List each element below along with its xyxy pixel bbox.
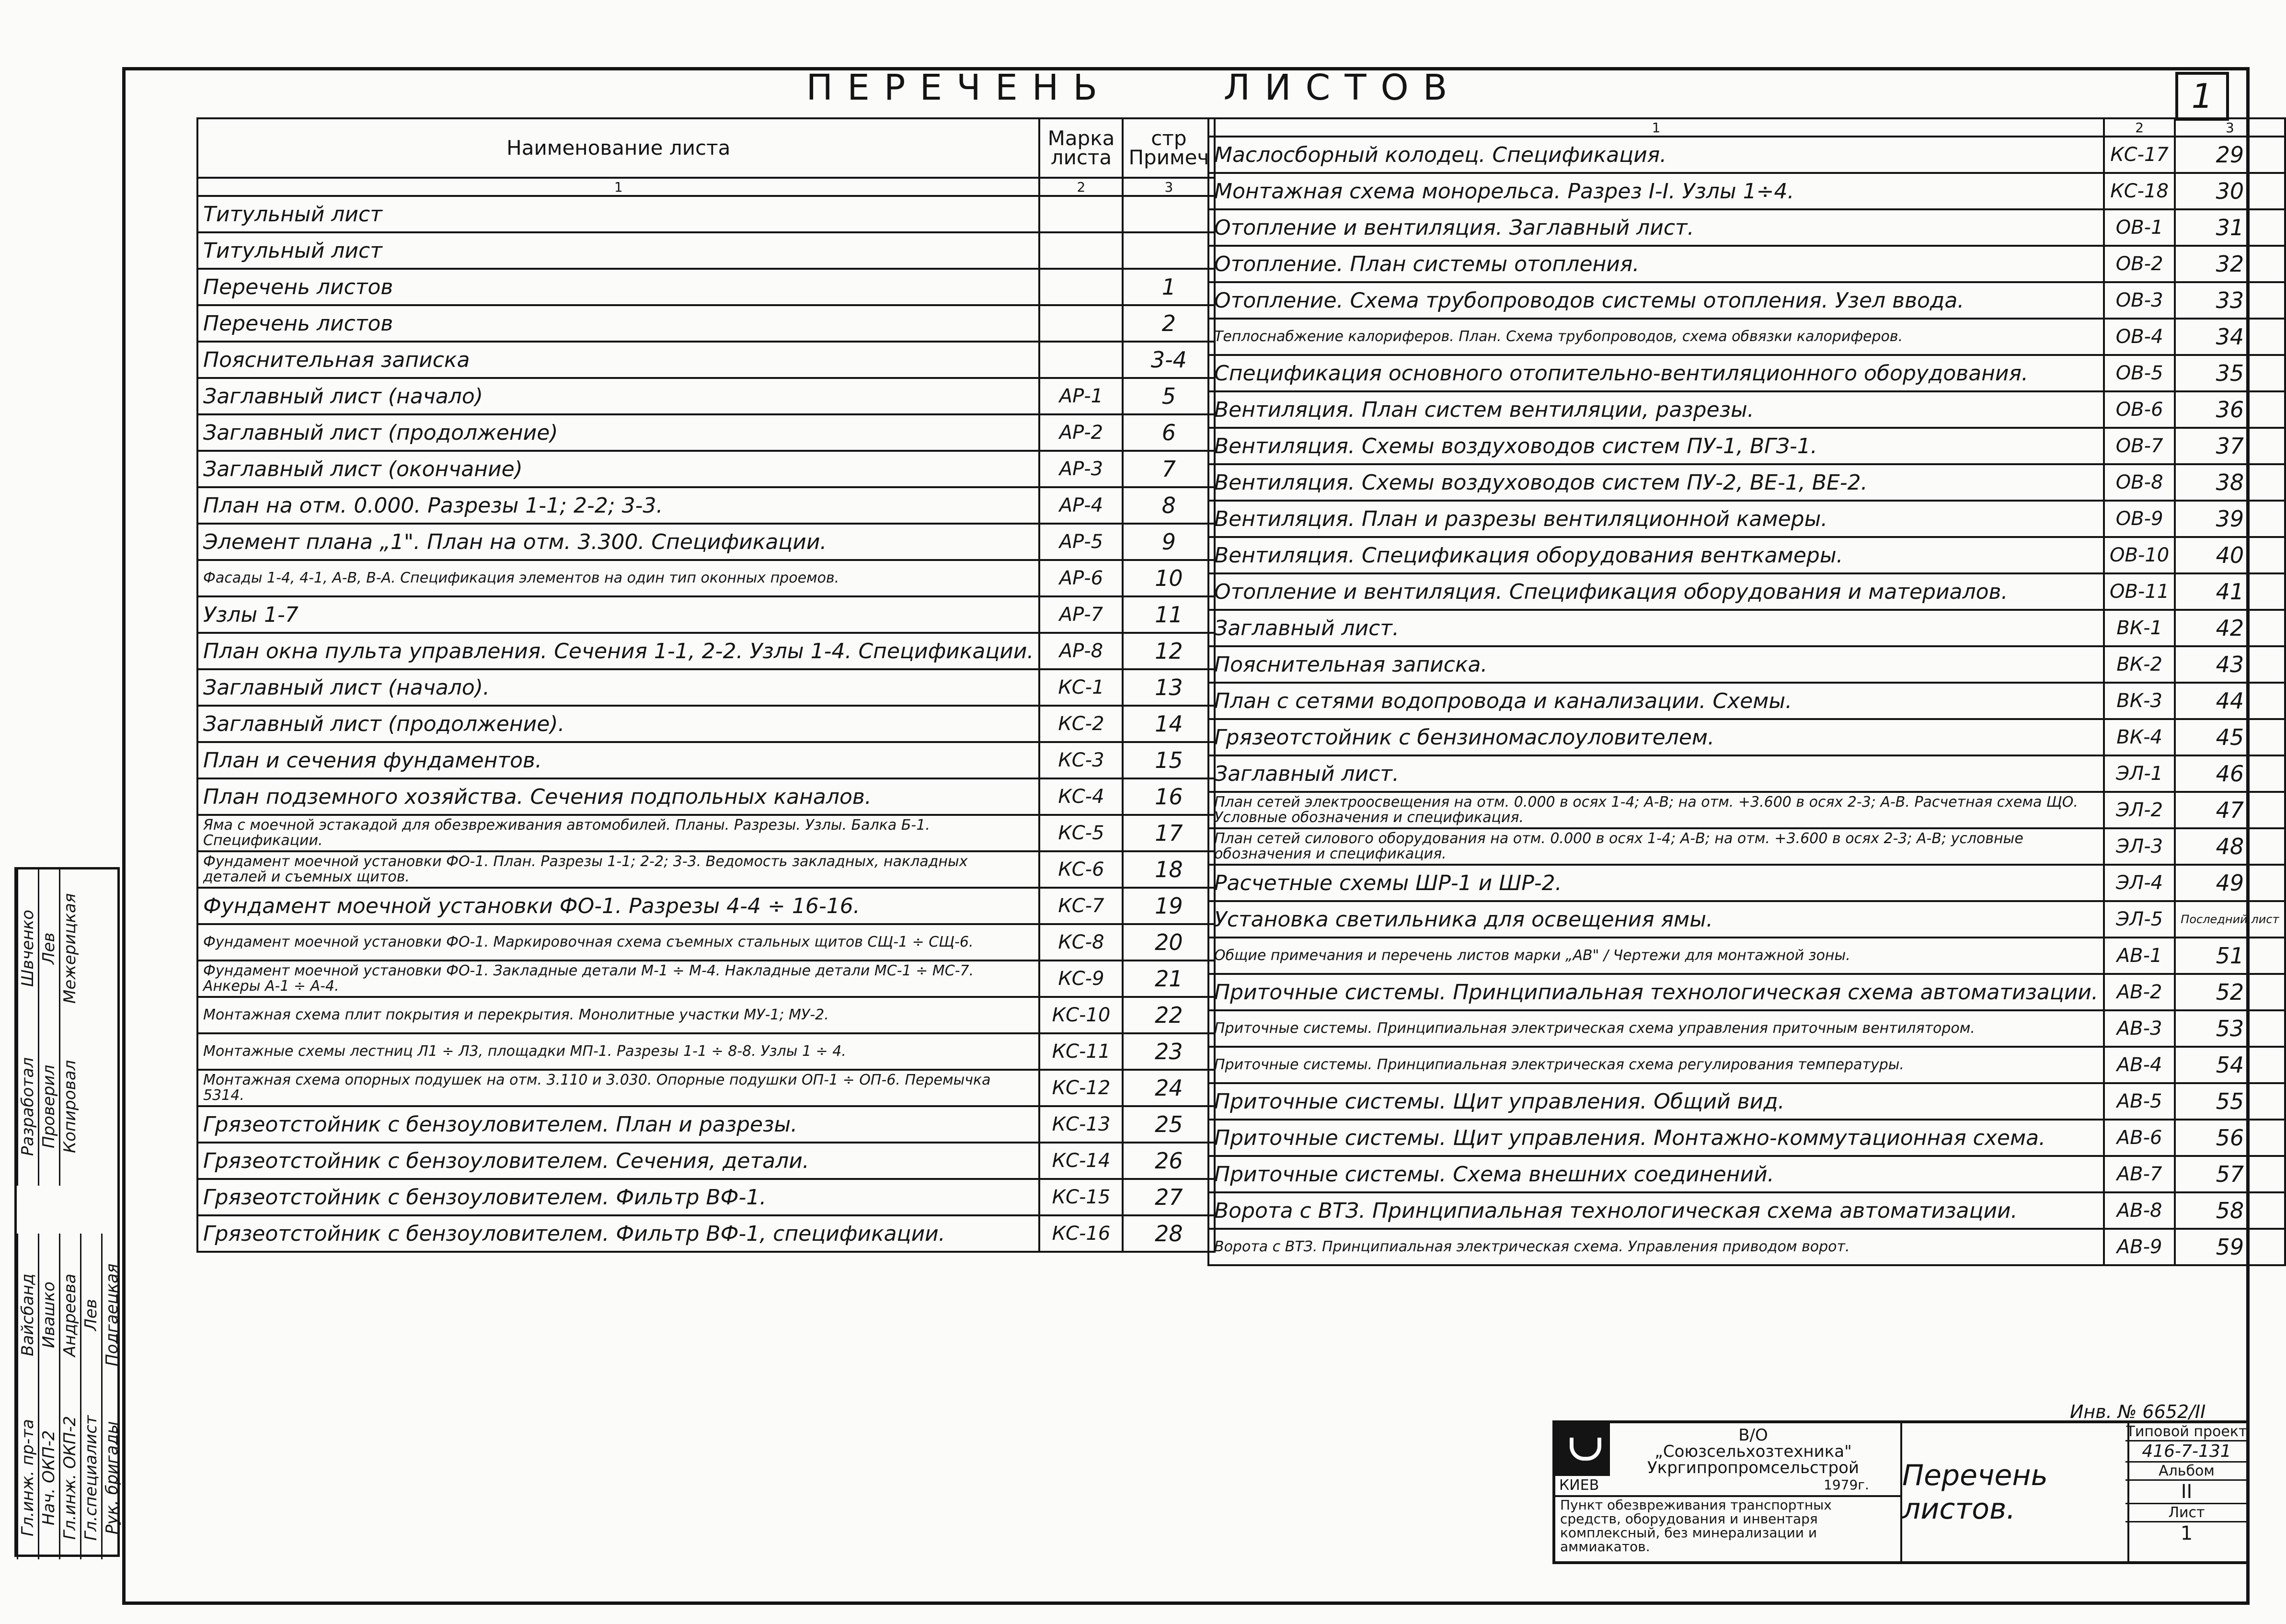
header-code: Марка листа (1039, 118, 1123, 178)
sheet-page: 46 (2175, 755, 2285, 792)
sheet-name: Монтажная схема монорельса. Разрез I-I. Узлы 1÷4. (1208, 173, 2104, 209)
sheet-code: ВК-3 (2104, 683, 2175, 719)
sheet-page: 34 (2175, 319, 2285, 355)
table-row (1208, 1192, 2285, 1229)
sheet-page: 35 (2175, 355, 2285, 391)
signature-person: Вайсбанд (17, 1234, 40, 1396)
sheet-page: 17 (1123, 815, 1215, 851)
sheet-name: Пояснительная записка (197, 342, 1039, 378)
signature-role: Нач. ОКП-2 (38, 1396, 61, 1559)
signature-person: Лев (80, 1234, 103, 1396)
sheet-code: ЭЛ-5 (2104, 901, 2175, 938)
sheet-page: 2 (1123, 305, 1215, 342)
sheet-code: КС-6 (1039, 851, 1123, 888)
sheet-code: АВ-9 (2104, 1229, 2175, 1265)
album-value: II (2125, 1481, 2248, 1504)
sheet-page: 8 (1123, 487, 1215, 524)
sheet-code: КС-9 (1039, 961, 1123, 997)
sheet-page: 54 (2175, 1047, 2285, 1083)
table-row (1208, 792, 2285, 828)
sheet-name: План и сечения фундаментов. (197, 742, 1039, 778)
column-number-row (1208, 118, 2285, 137)
col-number: 3 (1123, 178, 1215, 196)
signature-person: Подгаецкая (101, 1234, 124, 1396)
sheet-name: Фундамент моечной установки ФО-1. План. Разрезы 1-1; 2-2; 3-3. Ведомость закладных, накладных деталей и съемных щитов. (197, 851, 1039, 888)
sheet-code: ЭЛ-2 (2104, 792, 2175, 828)
sheet-page: 30 (2175, 173, 2285, 209)
sheet-page: 45 (2175, 719, 2285, 755)
table-row (1208, 391, 2285, 428)
sheet-name: Заглавный лист (начало) (197, 378, 1039, 414)
sheet-page: 59 (2175, 1229, 2285, 1265)
title-word-1: ПЕРЕЧЕНЬ (806, 67, 1112, 108)
sheet-name: Заглавный лист (окончание) (197, 451, 1039, 487)
sheet-code (1039, 269, 1123, 305)
sheet-name: План сетей электроосвещения на отм. 0.000 в осях 1-4; А-В; на отм. +3.600 в осях 2-3; А-В. Расчетная схема ЩО. Условные обозначения и спецификация. (1208, 792, 2104, 828)
table-row (1208, 282, 2285, 319)
sheet-page: 1 (1123, 269, 1215, 305)
sheet-name: Приточные системы. Принципиальная электрическая схема управления приточным вентилятором. (1208, 1010, 2104, 1047)
signature-role: Проверил (38, 1028, 61, 1186)
table-row (1208, 828, 2285, 865)
table-row (1208, 537, 2285, 573)
signature-person: Андреева (59, 1234, 82, 1396)
title-block-stamp (1552, 1420, 2250, 1564)
stamp-city: КИЕВ (1559, 1477, 1599, 1494)
sheet-page: 33 (2175, 282, 2285, 319)
sheet-number-box: 1 (2175, 72, 2229, 121)
signature-person: Лев (38, 869, 61, 1028)
sheet-value: 1 (2180, 1522, 2193, 1544)
sheet-page: 52 (2175, 974, 2285, 1010)
sheet-code: ОВ-5 (2104, 355, 2175, 391)
table-row (1208, 865, 2285, 901)
table-row (197, 997, 1215, 1033)
sheet-name: Заглавный лист (продолжение). (197, 706, 1039, 742)
sheet-name: Расчетные схемы ШР-1 и ШР-2. (1208, 865, 2104, 901)
signature-role: Гл.инж. пр-та (17, 1396, 40, 1559)
column-number-row (197, 178, 1215, 196)
sheet-code: ЭЛ-1 (2104, 755, 2175, 792)
signature-role: Гл.инж. ОКП-2 (59, 1396, 82, 1559)
sheet-name: Установка светильника для освещения ямы. (1208, 901, 2104, 938)
sheet-page: 22 (1123, 997, 1215, 1033)
sheet-page: 32 (2175, 246, 2285, 282)
sheet-name: Грязеотстойник с бензоуловителем. Сечения, детали. (197, 1143, 1039, 1179)
sheet-name: Пояснительная записка. (1208, 646, 2104, 683)
sheet-name: Ворота с ВТЗ. Принципиальная технологическая схема автоматизации. (1208, 1192, 2104, 1229)
organization-name (1612, 1427, 1895, 1476)
sheet-name: Приточные системы. Щит управления. Монтажно-коммутационная схема. (1208, 1120, 2104, 1156)
sheet-code: ОВ-9 (2104, 501, 2175, 537)
sheet-page: Последний лист (2175, 901, 2285, 938)
sheet-page: 49 (2175, 865, 2285, 901)
signature-person: Ивашко (38, 1234, 61, 1396)
table-row (197, 961, 1215, 997)
sheet-page: 56 (2175, 1120, 2285, 1156)
sheet-page (1123, 232, 1215, 269)
sheet-name: Перечень листов (197, 305, 1039, 342)
sheet-page: 41 (2175, 573, 2285, 610)
table-row (1208, 1010, 2285, 1047)
sheet-name: План с сетями водопровода и канализации. Схемы. (1208, 683, 2104, 719)
sheet-name: Грязеотстойник с бензоуловителем. Фильтр ВФ-1. (197, 1179, 1039, 1215)
table-row (1208, 355, 2285, 391)
sheet-name: Заглавный лист. (1208, 755, 2104, 792)
header-page: стр Примеч (1123, 118, 1215, 178)
sheet-code: КС-8 (1039, 924, 1123, 961)
sheet-page: 37 (2175, 428, 2285, 464)
project-label: Типовой проект (2125, 1423, 2248, 1441)
right-sheet-list-table (1207, 117, 2286, 1266)
table-row (1208, 137, 2285, 173)
sheet-code: ОВ-7 (2104, 428, 2175, 464)
sheet-name: Маслосборный колодец. Спецификация. (1208, 137, 2104, 173)
signature-role: Разработал (17, 1028, 40, 1186)
sheet-code: ВК-2 (2104, 646, 2175, 683)
sheet-code: ОВ-8 (2104, 464, 2175, 501)
sheet-name: Заглавный лист (продолжение) (197, 414, 1039, 451)
sheet-page: 10 (1123, 560, 1215, 596)
table-row (197, 778, 1215, 815)
sheet-name: План сетей силового оборудования на отм. 0.000 в осях 1-4; А-В; на отм. +3.600 в осях 2-3; А-В; условные обозначения и спецификация. (1208, 828, 2104, 865)
table-row (1208, 610, 2285, 646)
sheet-name: Заглавный лист (начало). (197, 669, 1039, 706)
table-row (1208, 319, 2285, 355)
signature-strip (14, 867, 120, 1557)
sheet-name: Яма с моечной эстакадой для обезвреживания автомобилей. Планы. Разрезы. Узлы. Балка Б-1. Спецификации. (197, 815, 1039, 851)
sheet-page: 20 (1123, 924, 1215, 961)
table-row (197, 487, 1215, 524)
sheet-page: 40 (2175, 537, 2285, 573)
sheet-name: Общие примечания и перечень листов марки „АВ" / Чертежи для монтажной зоны. (1208, 938, 2104, 974)
table-row (197, 1143, 1215, 1179)
sheet-page: 53 (2175, 1010, 2285, 1047)
sheet-name: План подземного хозяйства. Сечения подпольных каналов. (197, 778, 1039, 815)
sheet-code: АР-1 (1039, 378, 1123, 414)
sheet-code: КС-5 (1039, 815, 1123, 851)
sheet-page: 55 (2175, 1083, 2285, 1120)
sheet-name: Перечень листов (197, 269, 1039, 305)
table-row (1208, 646, 2285, 683)
sheet-code: ОВ-3 (2104, 282, 2175, 319)
sheet-code: КС-4 (1039, 778, 1123, 815)
project-info (2125, 1423, 2248, 1561)
sheet-code (1039, 305, 1123, 342)
sheet-code: АВ-6 (2104, 1120, 2175, 1156)
table-row (197, 888, 1215, 924)
sheet-code: АР-3 (1039, 451, 1123, 487)
sheet-page: 44 (2175, 683, 2285, 719)
table-row (197, 305, 1215, 342)
table-row (197, 924, 1215, 961)
sheet-code: АВ-3 (2104, 1010, 2175, 1047)
sheet-page: 21 (1123, 961, 1215, 997)
sheet-name: Ворота с ВТЗ. Принципиальная электрическая схема. Управления приводом ворот. (1208, 1229, 2104, 1265)
table-row (197, 815, 1215, 851)
col-number: 2 (2104, 118, 2175, 137)
stamp-year: 1979г. (1824, 1477, 1869, 1493)
sheet-code: ВК-4 (2104, 719, 2175, 755)
sheet-name: Фундамент моечной установки ФО-1. Маркировочная схема съемных стальных щитов СЩ-1 ÷ СЩ-6. (197, 924, 1039, 961)
sheet-name: Вентиляция. Схемы воздуховодов систем ПУ-2, ВЕ-1, ВЕ-2. (1208, 464, 2104, 501)
sheet-page: 57 (2175, 1156, 2285, 1192)
sheet-page: 58 (2175, 1192, 2285, 1229)
table-row (1208, 1156, 2285, 1192)
table-row (197, 451, 1215, 487)
sheet-code: КС-3 (1039, 742, 1123, 778)
table-row (1208, 1120, 2285, 1156)
sheet-page: 5 (1123, 378, 1215, 414)
table-row (197, 560, 1215, 596)
sheet-code: ОВ-10 (2104, 537, 2175, 573)
sheet-page (1123, 196, 1215, 232)
sheet-page: 28 (1123, 1215, 1215, 1252)
sheet-code: АР-7 (1039, 596, 1123, 633)
sheet-page: 42 (2175, 610, 2285, 646)
sheet-page: 11 (1123, 596, 1215, 633)
table-row (197, 196, 1215, 232)
sheet-name: Отопление и вентиляция. Спецификация оборудования и материалов. (1208, 573, 2104, 610)
page-title (0, 67, 2268, 108)
sheet-code: АР-5 (1039, 524, 1123, 560)
sheet-code: АВ-2 (2104, 974, 2175, 1010)
signature-role: Рук. бригады (101, 1396, 124, 1559)
table-row (197, 1070, 1215, 1106)
table-row (1208, 974, 2285, 1010)
sheet-name: Монтажные схемы лестниц Л1 ÷ Л3, площадки МП-1. Разрезы 1-1 ÷ 8-8. Узлы 1 ÷ 4. (197, 1033, 1039, 1070)
sheet-code: ВК-1 (2104, 610, 2175, 646)
sheet-code: АР-2 (1039, 414, 1123, 451)
sheet-code: ОВ-6 (2104, 391, 2175, 428)
sheet-name: Приточные системы. Щит управления. Общий вид. (1208, 1083, 2104, 1120)
table-row (1208, 573, 2285, 610)
organization-logo-icon (1555, 1423, 1610, 1476)
sheet-code: КС-2 (1039, 706, 1123, 742)
sheet-code: ЭЛ-3 (2104, 828, 2175, 865)
sheet-page: 23 (1123, 1033, 1215, 1070)
sheet-code: АВ-7 (2104, 1156, 2175, 1192)
table-row (197, 414, 1215, 451)
table-row (1208, 173, 2285, 209)
sheet-page: 13 (1123, 669, 1215, 706)
signature-role: Копировал (59, 1028, 82, 1186)
sheet-name: Грязеотстойник с бензоуловителем. Фильтр ВФ-1, спецификации. (197, 1215, 1039, 1252)
sheet-name: Узлы 1-7 (197, 596, 1039, 633)
sheet-page: 38 (2175, 464, 2285, 501)
sheet-page: 15 (1123, 742, 1215, 778)
sheet-name: Приточные системы. Принципиальная электрическая схема регулирования температуры. (1208, 1047, 2104, 1083)
sheet-code: КС-18 (2104, 173, 2175, 209)
col-number: 1 (197, 178, 1039, 196)
signature-person: Межерицкая (59, 869, 82, 1028)
table-row (1208, 901, 2285, 938)
col-number: 3 (2175, 118, 2285, 137)
table-row (1208, 683, 2285, 719)
stamp-sheet-title: Перечень листов. (1900, 1423, 2129, 1561)
table-row (1208, 1083, 2285, 1120)
table-row (197, 1215, 1215, 1252)
sheet-page: 27 (1123, 1179, 1215, 1215)
sheet-code: КС-10 (1039, 997, 1123, 1033)
table-row (197, 706, 1215, 742)
sheet-name: Приточные системы. Принципиальная технологическая схема автоматизации. (1208, 974, 2104, 1010)
table-row (197, 342, 1215, 378)
sheet-name: Титульный лист (197, 232, 1039, 269)
sheet-name: Вентиляция. План и разрезы вентиляционной камеры. (1208, 501, 2104, 537)
sheet-page: 29 (2175, 137, 2285, 173)
left-sheet-list-table (196, 117, 1216, 1253)
table-row (1208, 1229, 2285, 1265)
sheet-page: 31 (2175, 209, 2285, 246)
inventory-number: Инв. № 6652/II (2070, 1401, 2206, 1422)
col-number: 2 (1039, 178, 1123, 196)
sheet-code: АВ-8 (2104, 1192, 2175, 1229)
table-row (1208, 938, 2285, 974)
sheet-code (1039, 342, 1123, 378)
sheet-page: 47 (2175, 792, 2285, 828)
sheet-page: 26 (1123, 1143, 1215, 1179)
sheet-page: 25 (1123, 1106, 1215, 1143)
sheet-code: АР-6 (1039, 560, 1123, 596)
table-row (197, 269, 1215, 305)
sheet-name: Грязеотстойник с бензиномаслоуловителем. (1208, 719, 2104, 755)
table-row (1208, 755, 2285, 792)
table-row (1208, 719, 2285, 755)
table-row (197, 1033, 1215, 1070)
sheet-name: План окна пульта управления. Сечения 1-1, 2-2. Узлы 1-4. Спецификации. (197, 633, 1039, 669)
sheet-code: АВ-1 (2104, 938, 2175, 974)
sheet-name: Отопление. План системы отопления. (1208, 246, 2104, 282)
sheet-label: Лист (2125, 1504, 2248, 1522)
sheet-page: 51 (2175, 938, 2285, 974)
org-line: В/О (1738, 1426, 1768, 1445)
sheet-code: КС-11 (1039, 1033, 1123, 1070)
sheet-name: Вентиляция. Спецификация оборудования венткамеры. (1208, 537, 2104, 573)
album-label: Альбом (2125, 1463, 2248, 1481)
sheet-code: КС-16 (1039, 1215, 1123, 1252)
header-name: Наименование листа (197, 118, 1039, 178)
sheet-name: Элемент плана „1". План на отм. 3.300. Спецификации. (197, 524, 1039, 560)
org-line: Укргипропромсельстрой (1647, 1458, 1860, 1477)
project-description: Пункт обезвреживания транспортных средств, оборудования и инвентаря комплексный, без минерализации и аммиакатов. (1555, 1495, 1900, 1565)
table-row (1208, 464, 2285, 501)
table-row (1208, 209, 2285, 246)
sheet-code: КС-14 (1039, 1143, 1123, 1179)
table-row (197, 633, 1215, 669)
sheet-code (1039, 196, 1123, 232)
table-header-row (197, 118, 1215, 178)
sheet-code: КС-1 (1039, 669, 1123, 706)
sheet-name: Фундамент моечной установки ФО-1. Закладные детали М-1 ÷ М-4. Накладные детали МС-1 ÷ МС-7. Анкеры А-1 ÷ А-4. (197, 961, 1039, 997)
table-row (197, 1179, 1215, 1215)
sheet-name: Заглавный лист. (1208, 610, 2104, 646)
sheet-page: 14 (1123, 706, 1215, 742)
sheet-page: 12 (1123, 633, 1215, 669)
col-number: 1 (1208, 118, 2104, 137)
sheet-name: Отопление. Схема трубопроводов системы отопления. Узел ввода. (1208, 282, 2104, 319)
sheet-name: Фундамент моечной установки ФО-1. Разрезы 4-4 ÷ 16-16. (197, 888, 1039, 924)
table-row (197, 596, 1215, 633)
sheet-code: ОВ-4 (2104, 319, 2175, 355)
sheet-name: Вентиляция. Схемы воздуховодов систем ПУ-1, ВГЗ-1. (1208, 428, 2104, 464)
sheet-name: Вентиляция. План систем вентиляции, разрезы. (1208, 391, 2104, 428)
sheet-code: КС-15 (1039, 1179, 1123, 1215)
table-row (1208, 1047, 2285, 1083)
sheet-page: 39 (2175, 501, 2285, 537)
project-code: 416-7-131 (2125, 1441, 2248, 1463)
sheet-page: 43 (2175, 646, 2285, 683)
table-row (197, 669, 1215, 706)
table-row (197, 851, 1215, 888)
table-row (197, 524, 1215, 560)
sheet-name: Титульный лист (197, 196, 1039, 232)
sheet-page: 19 (1123, 888, 1215, 924)
sheet-page: 24 (1123, 1070, 1215, 1106)
sheet-code: КС-7 (1039, 888, 1123, 924)
sheet-page: 9 (1123, 524, 1215, 560)
sheet-page: 3-4 (1123, 342, 1215, 378)
table-row (197, 1106, 1215, 1143)
org-line: „Союзсельхозтехника" (1654, 1442, 1852, 1461)
title-word-2: ЛИСТОВ (1223, 67, 1462, 108)
table-row (197, 232, 1215, 269)
sheet-name: Грязеотстойник с бензоуловителем. План и разрезы. (197, 1106, 1039, 1143)
sheet-name: Фасады 1-4, 4-1, А-В, В-А. Спецификация элементов на один тип оконных проемов. (197, 560, 1039, 596)
table-row (1208, 246, 2285, 282)
sheet-name: Монтажная схема опорных подушек на отм. 3.110 и 3.030. Опорные подушки ОП-1 ÷ ОП-6. Перемычка 5314. (197, 1070, 1039, 1106)
sheet-code: ОВ-11 (2104, 573, 2175, 610)
sheet-page: 48 (2175, 828, 2285, 865)
sheet-code: КС-13 (1039, 1106, 1123, 1143)
sheet-name: Приточные системы. Схема внешних соединений. (1208, 1156, 2104, 1192)
sheet-name: Спецификация основного отопительно-вентиляционного оборудования. (1208, 355, 2104, 391)
sheet-name: План на отм. 0.000. Разрезы 1-1; 2-2; 3-3. (197, 487, 1039, 524)
signature-person: Швченко (17, 869, 40, 1028)
sheet-code: АР-8 (1039, 633, 1123, 669)
signature-role: Гл.специалист (80, 1396, 103, 1559)
sheet-code (1039, 232, 1123, 269)
sheet-page: 7 (1123, 451, 1215, 487)
sheet-code: АР-4 (1039, 487, 1123, 524)
sheet-page: 36 (2175, 391, 2285, 428)
sheet-page: 6 (1123, 414, 1215, 451)
sheet-page: 18 (1123, 851, 1215, 888)
sheet-code: КС-17 (2104, 137, 2175, 173)
table-row (1208, 501, 2285, 537)
sheet-name: Монтажная схема плит покрытия и перекрытия. Монолитные участки МУ-1; МУ-2. (197, 997, 1039, 1033)
table-row (197, 742, 1215, 778)
sheet-code: ОВ-1 (2104, 209, 2175, 246)
sheet-page: 16 (1123, 778, 1215, 815)
sheet-code: ОВ-2 (2104, 246, 2175, 282)
sheet-code: АВ-5 (2104, 1083, 2175, 1120)
table-row (1208, 428, 2285, 464)
table-row (197, 378, 1215, 414)
sheet-code: КС-12 (1039, 1070, 1123, 1106)
sheet-code: ЭЛ-4 (2104, 865, 2175, 901)
sheet-name: Теплоснабжение калориферов. План. Схема трубопроводов, схема обвязки калориферов. (1208, 319, 2104, 355)
sheet-name: Отопление и вентиляция. Заглавный лист. (1208, 209, 2104, 246)
sheet-code: АВ-4 (2104, 1047, 2175, 1083)
